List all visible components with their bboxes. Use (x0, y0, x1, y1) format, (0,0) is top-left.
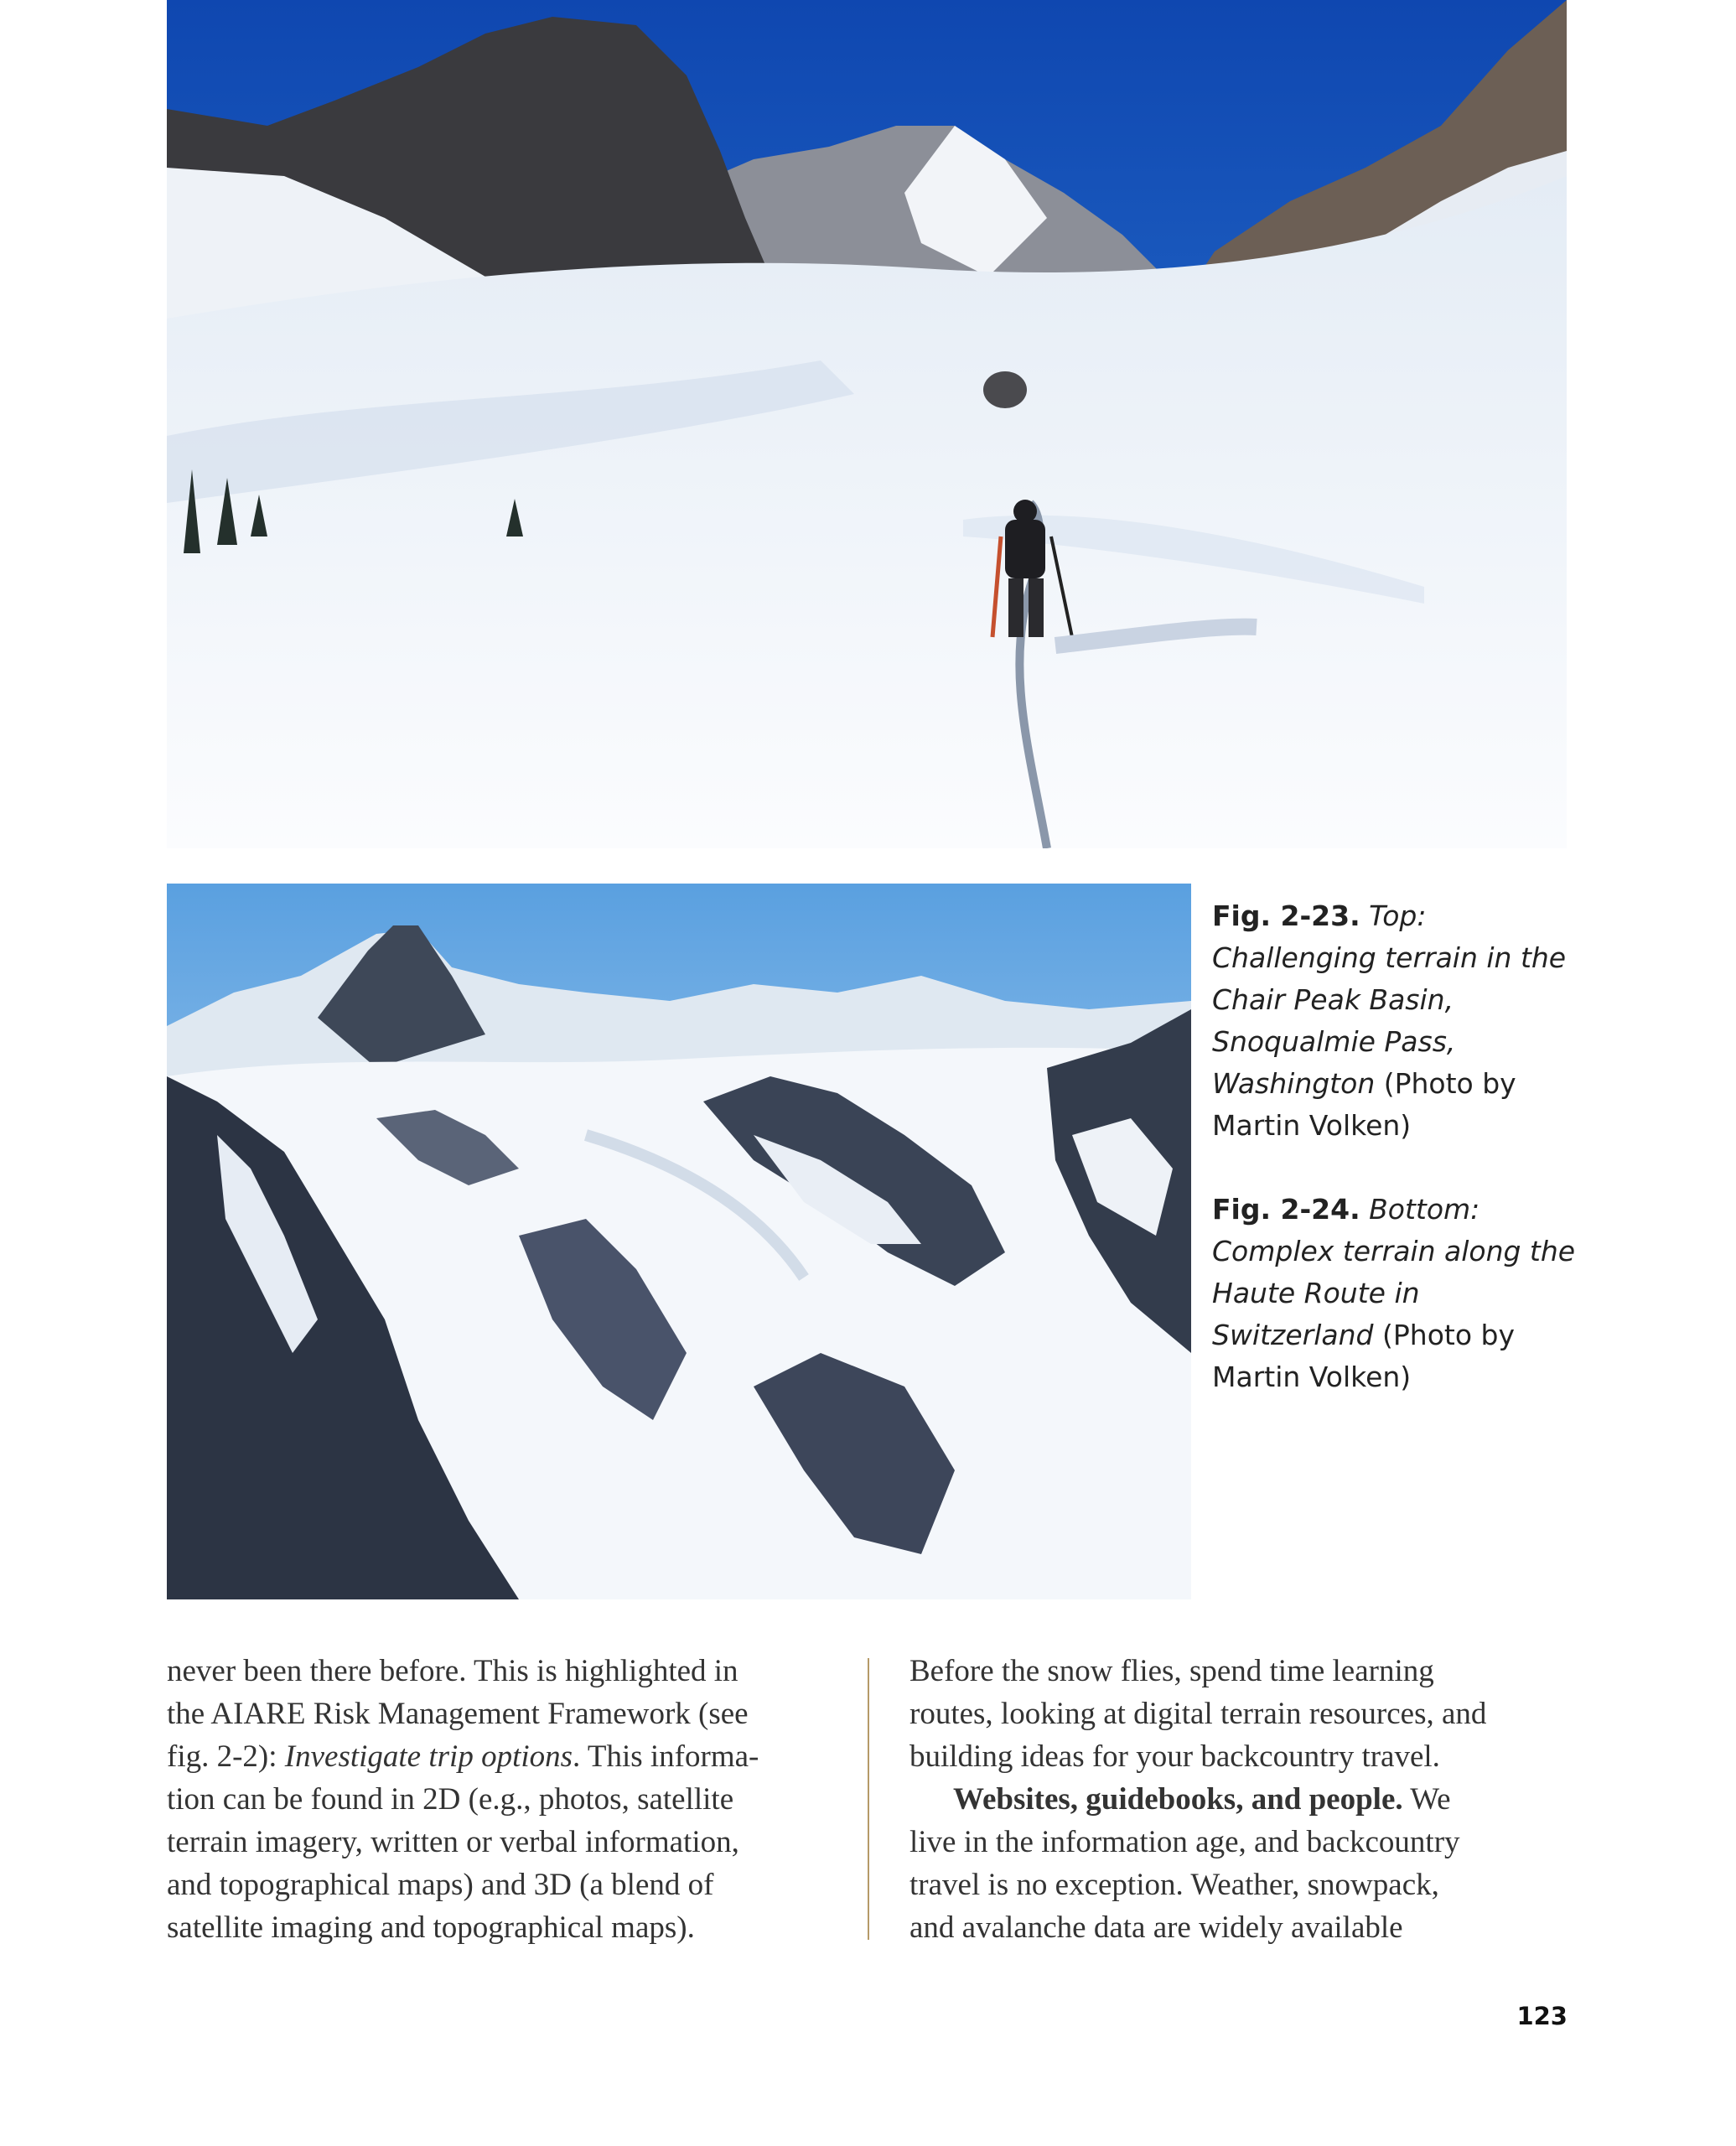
photo-bottom-illustration (167, 884, 1191, 1599)
body-column-right (909, 1650, 1572, 1949)
caption-fig-label: Fig. 2-23. (1212, 899, 1360, 932)
caption-credit: (Photo by Martin Volken) (1212, 1319, 1515, 1393)
text-line: fig. 2-2): (167, 1739, 285, 1774)
caption-fig-label: Fig. 2-24. (1212, 1193, 1360, 1226)
text-line: the AIARE Risk Management Framework (see (167, 1697, 749, 1731)
text-line: never been there before. This is highlighted in (167, 1654, 738, 1688)
body-paragraph (909, 1778, 1572, 1949)
body-column-left (167, 1650, 837, 1949)
figure-captions (1212, 895, 1581, 1440)
caption-fig-2-23 (1212, 895, 1581, 1147)
text-line: live in the information age, and backcountry (909, 1825, 1460, 1859)
caption-description: Top: Challenging terrain in the Chair Peak Basin, Snoqualmie Pass, Washington (1212, 899, 1567, 1100)
caption-credit: (Photo by Martin Volken) (1212, 1067, 1516, 1142)
text-line: terrain imagery, written or verbal information, (167, 1825, 739, 1859)
photo-haute-route (167, 884, 1191, 1599)
text-line: routes, looking at digital terrain resources, and (909, 1697, 1487, 1731)
caption-fig-2-24 (1212, 1189, 1581, 1398)
page-number: 123 (1516, 2002, 1568, 2030)
text-line: and topographical maps) and 3D (a blend of (167, 1868, 714, 1902)
text-line: Before the snow flies, spend time learning (909, 1654, 1434, 1688)
text-line: We (1402, 1782, 1451, 1817)
text-line: and avalanche data are widely available (909, 1910, 1403, 1945)
text-line: travel is no exception. Weather, snowpack, (909, 1868, 1439, 1902)
column-divider (868, 1658, 869, 1940)
text-line: tion can be found in 2D (e.g., photos, satellite (167, 1782, 734, 1817)
photo-chair-peak-basin (167, 0, 1567, 848)
body-paragraph (167, 1650, 837, 1949)
photo-top-illustration (167, 0, 1567, 848)
emphasis-text: Investigate trip options (284, 1739, 573, 1774)
text-line: satellite imaging and topographical maps). (167, 1910, 695, 1945)
text-line: . This informa- (573, 1739, 759, 1774)
text-line: building ideas for your backcountry travel. (909, 1739, 1440, 1774)
run-in-heading: Websites, guidebooks, and people. (953, 1782, 1403, 1817)
body-paragraph (909, 1650, 1572, 1778)
caption-description: Bottom: Complex terrain along the Haute Route in Switzerland (1212, 1193, 1576, 1351)
